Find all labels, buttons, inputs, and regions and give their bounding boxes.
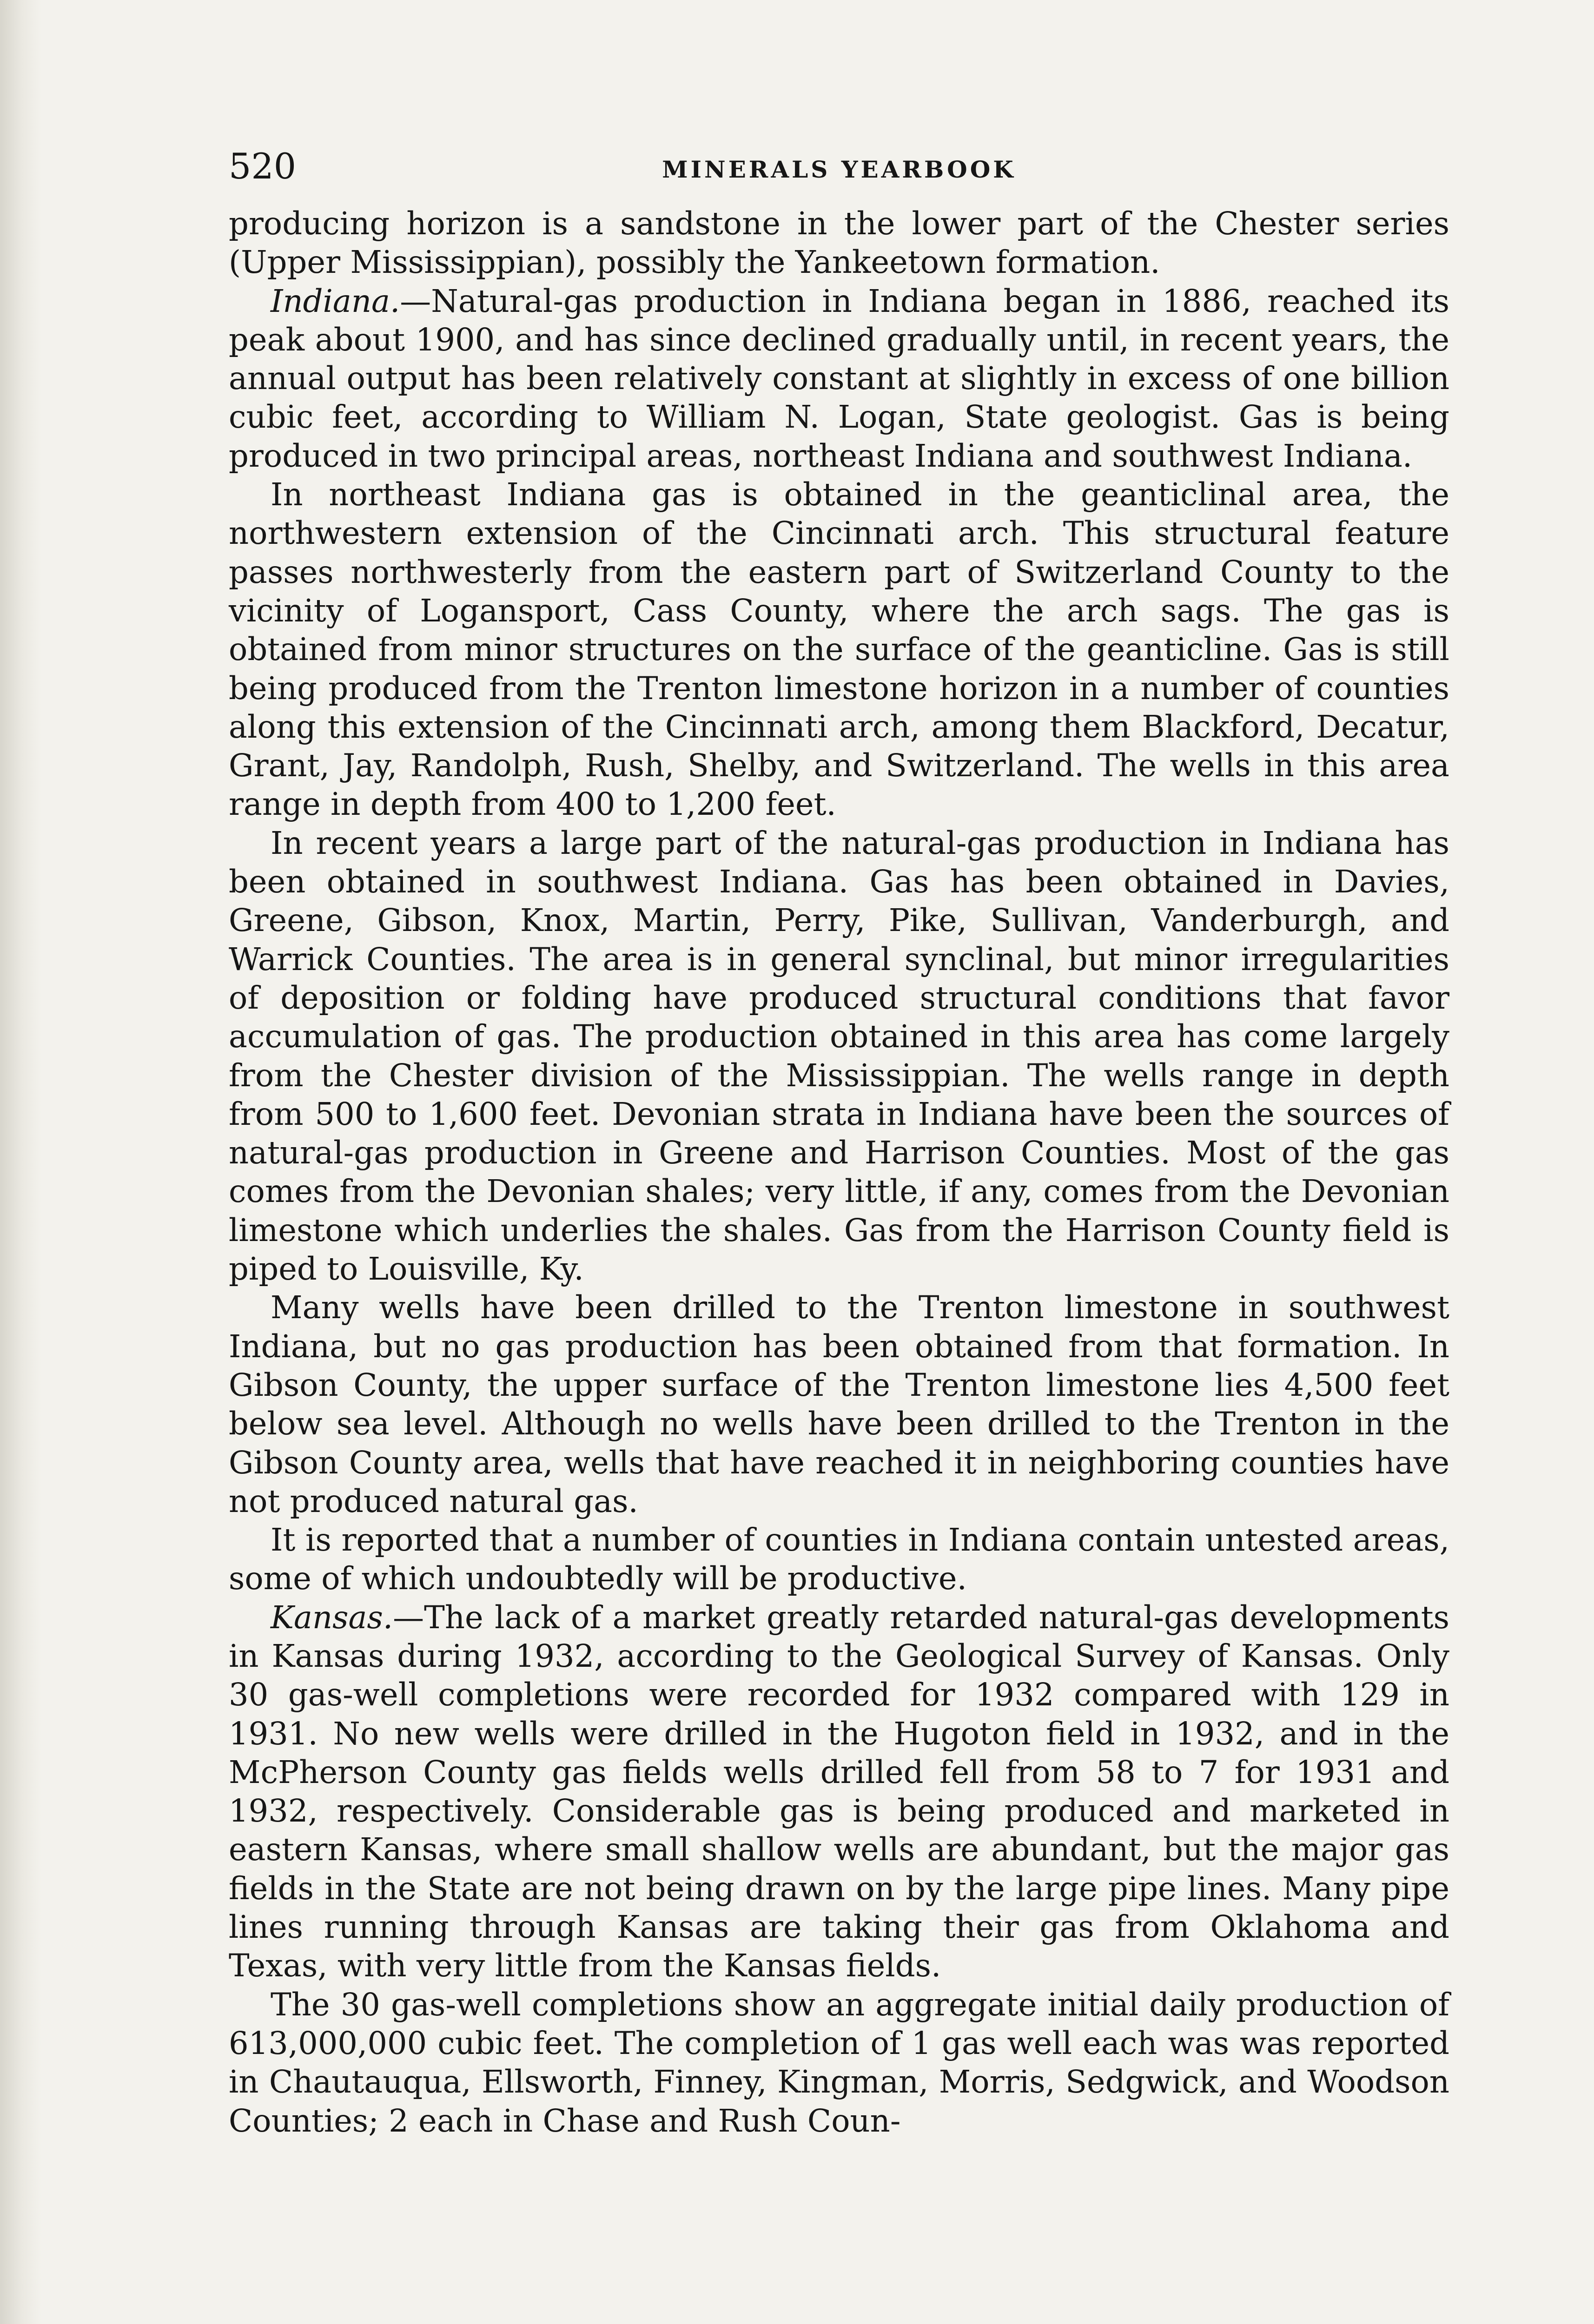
paragraph-text: The 30 gas-well completions show an aggregate initial daily production of 613,000,000 cubic feet. The completion of 1 gas well each was was reported in Chautauqua, Ellsworth, Finney, Kingman, Morris, Sedgwick, and Woodson Counties; 2 each in Chase and Rush Coun- — [229, 1986, 1449, 2139]
paragraph — [229, 1521, 1449, 1598]
paragraph — [229, 1288, 1449, 1521]
paragraph — [229, 205, 1449, 282]
paragraph-text: Many wells have been drilled to the Trenton limestone in southwest Indiana, but no gas production has been obtained from that formation. In Gibson County, the upper surface of the Trenton limestone lies 4,500 feet below sea level. Although no wells have been drilled to the Trenton in the Gibson County area, wells that have reached it in neighboring counties have not produced natural gas. — [229, 1289, 1449, 1519]
paragraph-text: producing horizon is a sandstone in the lower part of the Chester series (Upper Mississippian), possibly the Yankeetown formation. — [229, 205, 1449, 281]
paragraph-text: —The lack of a market greatly retarded natural-gas developments in Kansas during 1932, according to the Geological Survey of Kansas. Only 30 gas-well completions were recorded for 1932 compared with 129 in 1931. No new wells were drilled in the Hugoton field in 1932, and in the McPherson County gas fields wells drilled fell from 58 to 7 for 1931 and 1932, respectively. Considerable gas is being produced and marketed in eastern Kansas, where small shallow wells are abundant, but the major gas fields in the State are not being drawn on by the large pipe lines. Many pipe lines running through Kansas are taking their gas from Oklahoma and Texas, with very little from the Kansas fields. — [229, 1599, 1449, 1984]
running-head — [229, 145, 1449, 205]
paragraph-text: It is reported that a number of counties in Indiana contain untested areas, some of which undoubtedly will be productive. — [229, 1522, 1449, 1597]
paragraph — [229, 1986, 1449, 2140]
paragraph — [229, 475, 1449, 824]
section-lead-kansas: Kansas. — [271, 1599, 393, 1636]
paragraph — [229, 824, 1449, 1289]
running-title: MINERALS YEARBOOK — [662, 156, 1016, 183]
document-page — [229, 145, 1449, 2140]
paragraph-text: In recent years a large part of the natural-gas production in Indiana has been obtained in southwest Indiana. Gas has been obtained in Davies, Greene, Gibson, Knox, Martin, Perry, Pike, Sullivan, Vanderburgh, and Warrick Counties. The area is in general synclinal, but minor irregularities of deposition or folding have produced structural conditions that favor accumulation of gas. The production obtained in this area has come largely from the Chester division of the Mississippian. The wells range in depth from 500 to 1,600 feet. Devonian strata in Indiana have been the sources of natural-gas production in Greene and Harrison Counties. Most of the gas comes from the Devonian shales; very little, if any, comes from the Devonian limestone which underlies the shales. Gas from the Harrison County field is piped to Louisville, Ky. — [229, 825, 1449, 1287]
paragraph-kansas — [229, 1598, 1449, 1986]
paragraph-indiana — [229, 282, 1449, 475]
section-lead-indiana: Indiana. — [271, 283, 400, 319]
paragraph-text: In northeast Indiana gas is obtained in the geanticlinal area, the northwestern extension of the Cincinnati arch. This structural feature passes northwesterly from the eastern part of Switzerland County to the vicinity of Logansport, Cass County, where the arch sags. The gas is obtained from minor structures on the surface of the geanticline. Gas is still being produced from the Trenton limestone horizon in a number of counties along this extension of the Cincinnati arch, among them Blackford, Decatur, Grant, Jay, Randolph, Rush, Shelby, and Switzerland. The wells in this area range in depth from 400 to 1,200 feet. — [229, 476, 1449, 823]
paragraph-text: —Natural-gas production in Indiana began in 1886, reached its peak about 1900, and has since declined gradually until, in recent years, the annual output has been relatively constant at slightly in excess of one billion cubic feet, according to William N. Logan, State geologist. Gas is being produced in two principal areas, northeast Indiana and southwest Indiana. — [229, 283, 1449, 474]
page-number: 520 — [229, 145, 297, 187]
scan-edge — [0, 0, 42, 2324]
body-text — [229, 205, 1449, 2140]
